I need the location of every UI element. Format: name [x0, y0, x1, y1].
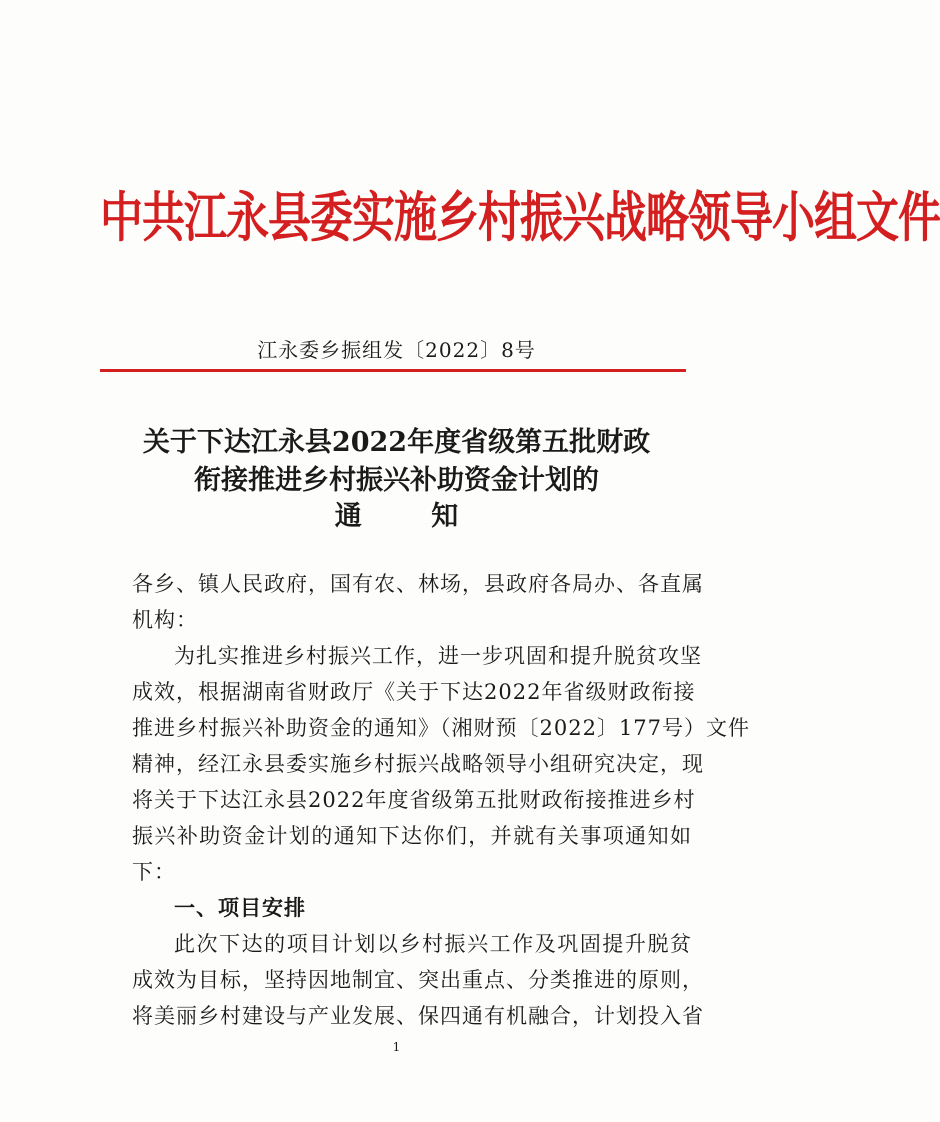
- body-line: 推进乡村振兴补助资金的通知》（湘财预〔2022〕177号）文件: [132, 716, 751, 740]
- body-line: 将美丽乡村建设与产业发展、保四通有机融合，计划投入省: [132, 1004, 704, 1028]
- body-line: 将关于下达江永县2022年度省级第五批财政衔接推进乡村: [132, 788, 696, 812]
- body-line: 为扎实推进乡村振兴工作，进一步巩固和提升脱贫攻坚: [174, 644, 702, 668]
- notice-title-line-3: 通 知: [334, 501, 489, 532]
- body-line: 成效，根据湖南省财政厅《关于下达2022年省级财政衔接: [132, 680, 696, 704]
- body-line: 下：: [132, 860, 176, 884]
- document-header-title: 中共江永县委实施乡村振兴战略领导小组文件: [100, 187, 940, 250]
- addressee-line-1: 各乡、镇人民政府，国有农、林场，县政府各局办、各直属: [132, 572, 704, 596]
- document-number: 江永委乡振组发〔2022〕8号: [257, 338, 536, 362]
- notice-title-line-1: 关于下达江永县2022年度省级第五批财政: [142, 427, 651, 458]
- body-line: 此次下达的项目计划以乡村振兴工作及巩固提升脱贫: [174, 932, 692, 956]
- notice-title-line-2: 衔接推进乡村振兴补助资金计划的: [194, 465, 599, 496]
- addressee-line-2: 机构：: [132, 608, 198, 632]
- page-number: 1: [392, 1040, 401, 1054]
- body-line: 振兴补助资金计划的通知下达你们，并就有关事项通知如: [132, 824, 692, 848]
- red-separator-rule: [100, 369, 686, 372]
- section-heading: 一、项目安排: [174, 895, 306, 920]
- body-line: 精神，经江永县委实施乡村振兴战略领导小组研究决定，现: [132, 752, 704, 776]
- body-line: 成效为目标，坚持因地制宜、突出重点、分类推进的原则，: [132, 968, 704, 992]
